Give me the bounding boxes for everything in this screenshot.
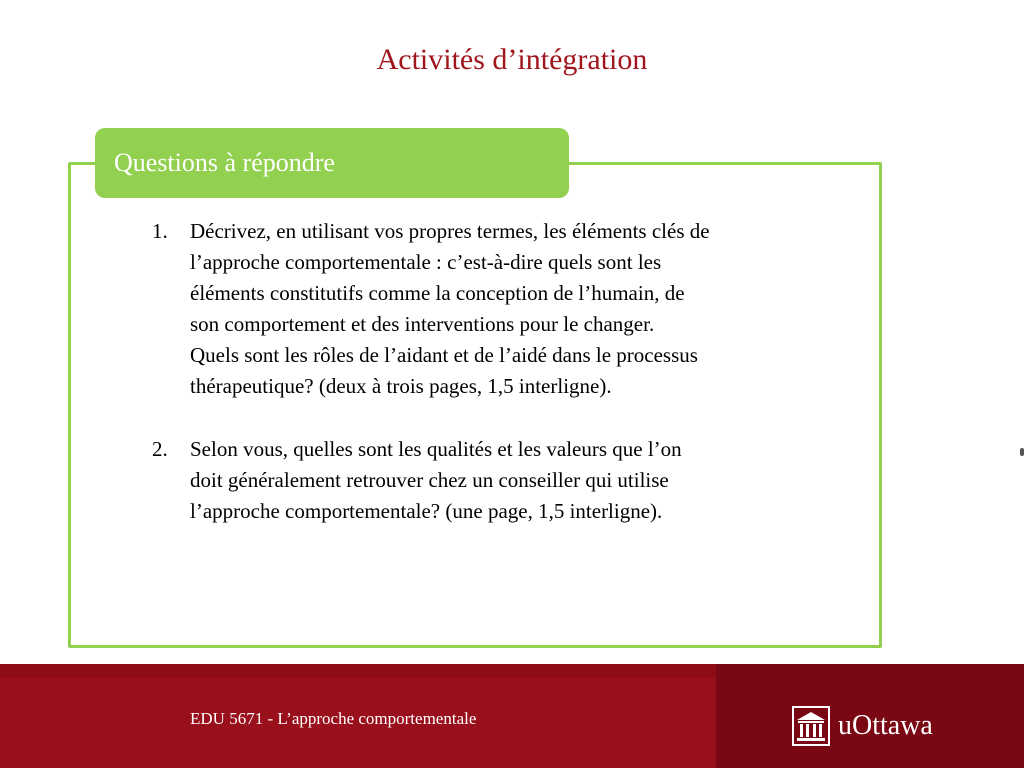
question-text-line: Selon vous, quelles sont les qualités et les valeurs que l’on [190, 437, 682, 461]
question-text-line: doit généralement retrouver chez un conseiller qui utilise [190, 468, 669, 492]
questions-header-tab [95, 128, 569, 198]
question-item-2 [150, 434, 840, 527]
uottawa-logo [792, 704, 933, 748]
question-text-line: éléments constitutifs comme la conception de l’humain, de [190, 281, 685, 305]
question-text-line: l’approche comportementale : c’est-à-dire quels sont les [190, 250, 662, 274]
question-text-line: l’approche comportementale? (une page, 1,5 interligne). [190, 499, 663, 523]
question-item-1 [150, 216, 840, 402]
question-number: 2. [152, 437, 168, 461]
question-text-line: son comportement et des interventions pour le changer. [190, 312, 655, 336]
slide-edge-mark [1020, 448, 1024, 456]
slide-title: Activités d’intégration [376, 43, 648, 76]
university-building-icon [792, 706, 830, 746]
question-text-line: thérapeutique? (deux à trois pages, 1,5 interligne). [190, 374, 612, 398]
course-label: EDU 5671 - L’approche comportementale [190, 709, 477, 728]
uottawa-wordmark: uOttawa [838, 710, 933, 741]
question-number: 1. [152, 219, 168, 243]
question-text-line: Décrivez, en utilisant vos propres termes, les éléments clés de [190, 219, 710, 243]
footer-bar [0, 664, 1024, 768]
questions-header-label: Questions à répondre [114, 148, 335, 177]
question-text-line: Quels sont les rôles de l’aidant et de l’aidé dans le processus [190, 343, 698, 367]
question-list [150, 216, 840, 527]
